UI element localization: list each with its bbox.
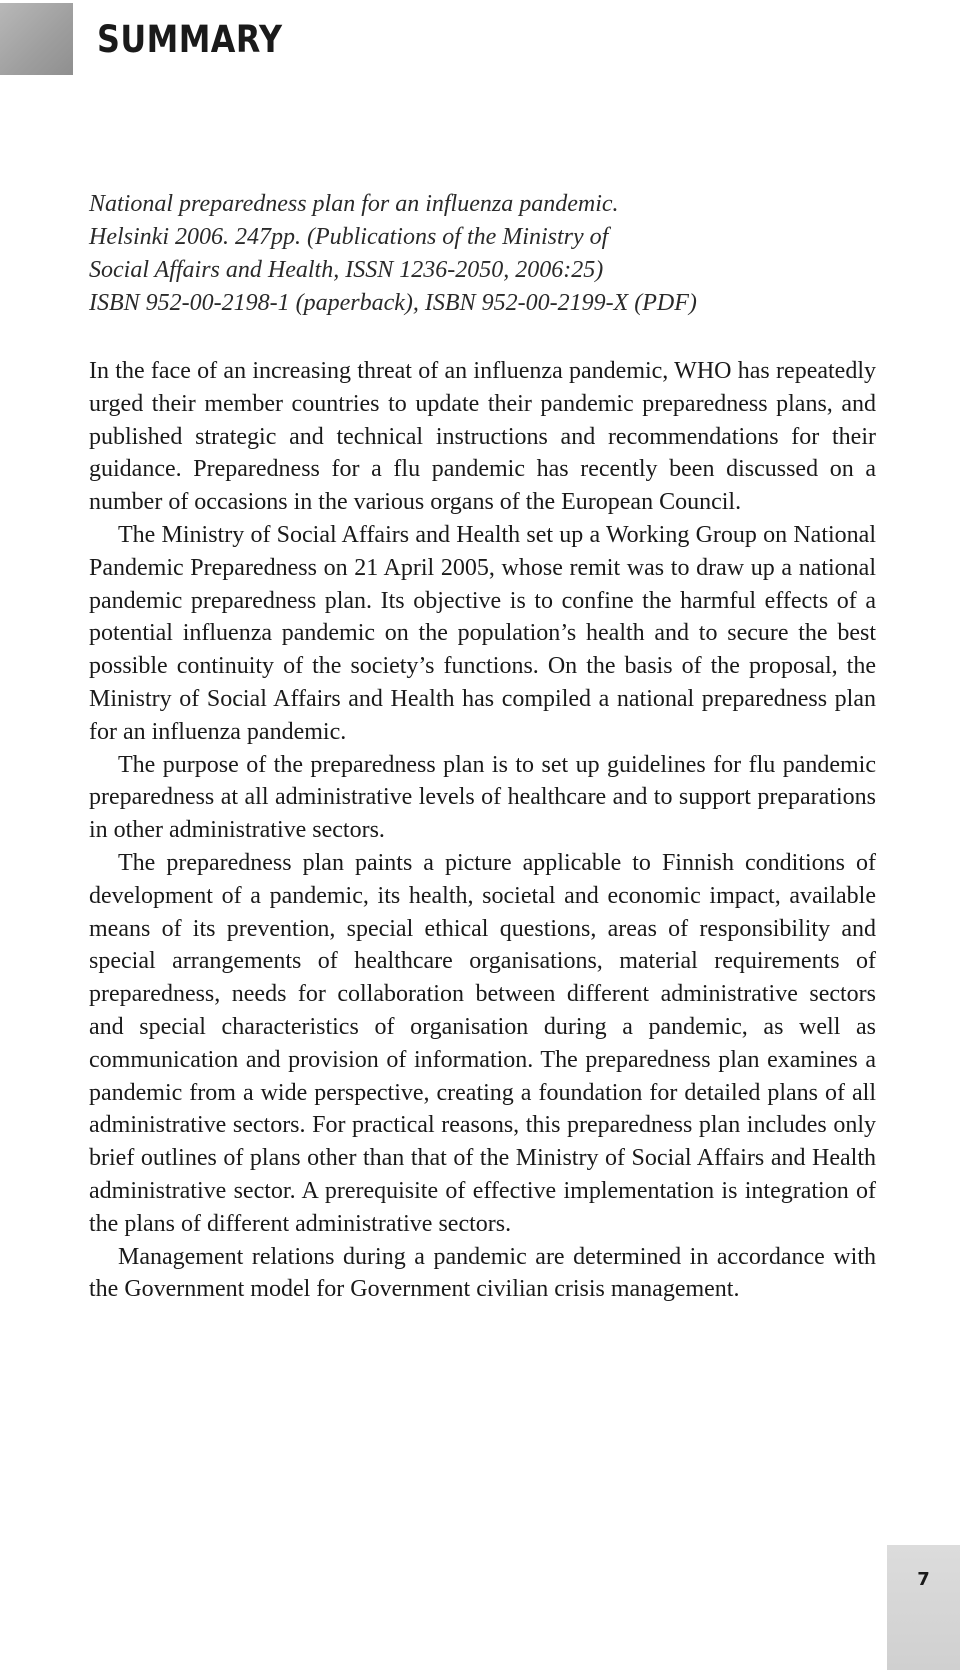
paragraph: Management relations during a pandemic are determined in accordance with the Government model for Government civilian crisis management. bbox=[89, 1243, 876, 1303]
citation-line: Social Affairs and Health, ISSN 1236-2050, 2006:25) bbox=[89, 257, 604, 283]
page-number-tab bbox=[887, 1545, 960, 1670]
paragraph: The Ministry of Social Affairs and Health set up a Working Group on National Pandemic Preparedness on 21 April 2005, whose remit was to draw up a national pandemic preparedness plan. Its objective is to confine the harmful effects of a potential influenza pandemic on the population’s health and to secure the best possible continuity of the society’s functions. On the basis of the proposal, the Ministry of Social Affairs and Health has compiled a national preparedness plan for an influenza pandemic. bbox=[89, 521, 876, 745]
page-title: SUMMARY bbox=[97, 18, 283, 61]
paragraph: The purpose of the preparedness plan is to set up guidelines for flu pandemic preparedness at all administrative levels of healthcare and to support preparations in other administrative sectors. bbox=[89, 751, 876, 844]
citation-line: National preparedness plan for an influenza pandemic. bbox=[89, 191, 619, 217]
summary-body bbox=[89, 355, 876, 1306]
citation-line: ISBN 952-00-2198-1 (paperback), ISBN 952-00-2199-X (PDF) bbox=[89, 290, 697, 316]
page-number: 7 bbox=[917, 1569, 930, 1590]
header-decoration-block bbox=[0, 3, 73, 75]
citation-line: Helsinki 2006. 247pp. (Publications of the Ministry of bbox=[89, 224, 609, 250]
paragraph: The preparedness plan paints a picture applicable to Finnish conditions of development of a pandemic, its health, societal and economic impact, available means of its prevention, special ethical questions, areas of responsibility and special arrangements of healthcare organisations, material requirements of preparedness, needs for collaboration between different administrative sectors and special characteristics of organisation during a pandemic, as well as communication and provision of information. The preparedness plan examines a pandemic from a wide perspective, creating a foundation for detailed plans of all administrative sectors. For practical reasons, this preparedness plan includes only brief outlines of plans other than that of the Ministry of Social Affairs and Health administrative sector. A prerequisite of effective implementation is integration of the plans of different administrative sectors. bbox=[89, 849, 876, 1237]
bibliographic-citation bbox=[89, 188, 889, 320]
paragraph: In the face of an increasing threat of an influenza pandemic, WHO has repeatedly urged their member countries to update their pandemic preparedness plans, and published strategic and technical instructions and recommendations for their guidance. Preparedness for a flu pandemic has recently been discussed on a number of occasions in the various organs of the European Council. bbox=[89, 358, 876, 516]
